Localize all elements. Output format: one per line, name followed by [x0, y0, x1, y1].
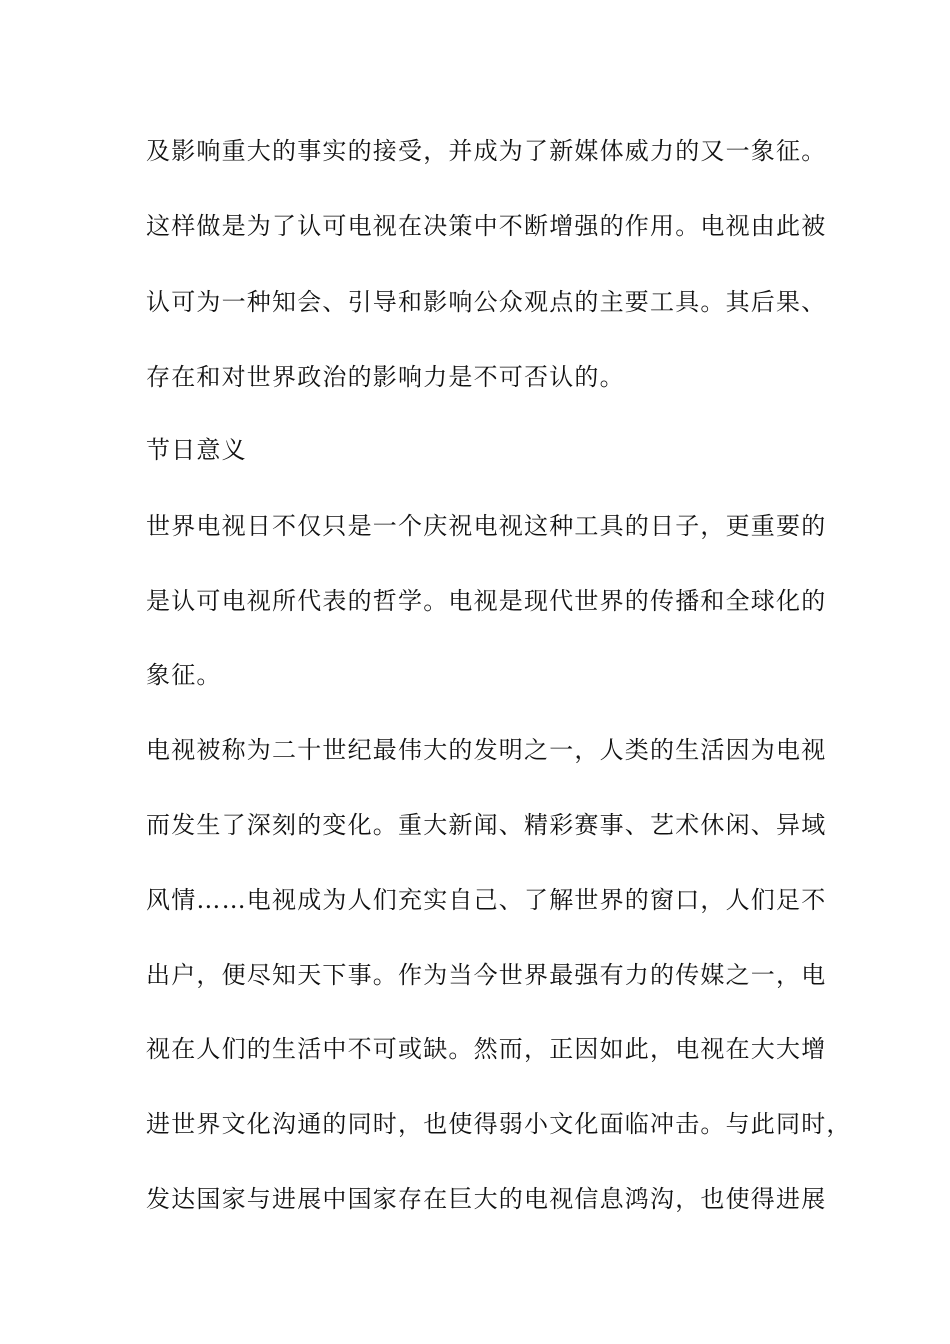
- paragraph-line: 是认可电视所代表的哲学。电视是现代世界的传播和全球化的: [146, 587, 827, 615]
- paragraph-line: 进世界文化沟通的同时，也使得弱小文化面临冲击。与此同时，: [146, 1110, 852, 1138]
- paragraph-line: 这样做是为了认可电视在决策中不断增强的作用。电视由此被: [146, 212, 827, 240]
- paragraph-line: 视在人们的生活中不可或缺。然而，正因如此，电视在大大增: [146, 1035, 827, 1063]
- paragraph-line: 象征。: [146, 661, 222, 689]
- section-heading: 节日意义: [146, 436, 247, 464]
- paragraph-line: 认可为一种知会、引导和影响公众观点的主要工具。其后果、: [146, 288, 827, 316]
- paragraph-line: 存在和对世界政治的影响力是不可否认的。: [146, 363, 625, 391]
- paragraph-line: 电视被称为二十世纪最伟大的发明之一，人类的生活因为电视: [146, 736, 827, 764]
- paragraph-line: 及影响重大的事实的接受，并成为了新媒体威力的又一象征。: [146, 137, 827, 165]
- paragraph-line: 世界电视日不仅只是一个庆祝电视这种工具的日子，更重要的: [146, 512, 827, 540]
- paragraph-line: 出户，便尽知天下事。作为当今世界最强有力的传媒之一，电: [146, 961, 827, 989]
- paragraph-line: 发达国家与进展中国家存在巨大的电视信息鸿沟，也使得进展: [146, 1185, 827, 1213]
- paragraph-line: 而发生了深刻的变化。重大新闻、精彩赛事、艺术休闲、异域: [146, 811, 827, 839]
- paragraph-line: 风情……电视成为人们充实自己、了解世界的窗口，人们足不: [146, 886, 827, 914]
